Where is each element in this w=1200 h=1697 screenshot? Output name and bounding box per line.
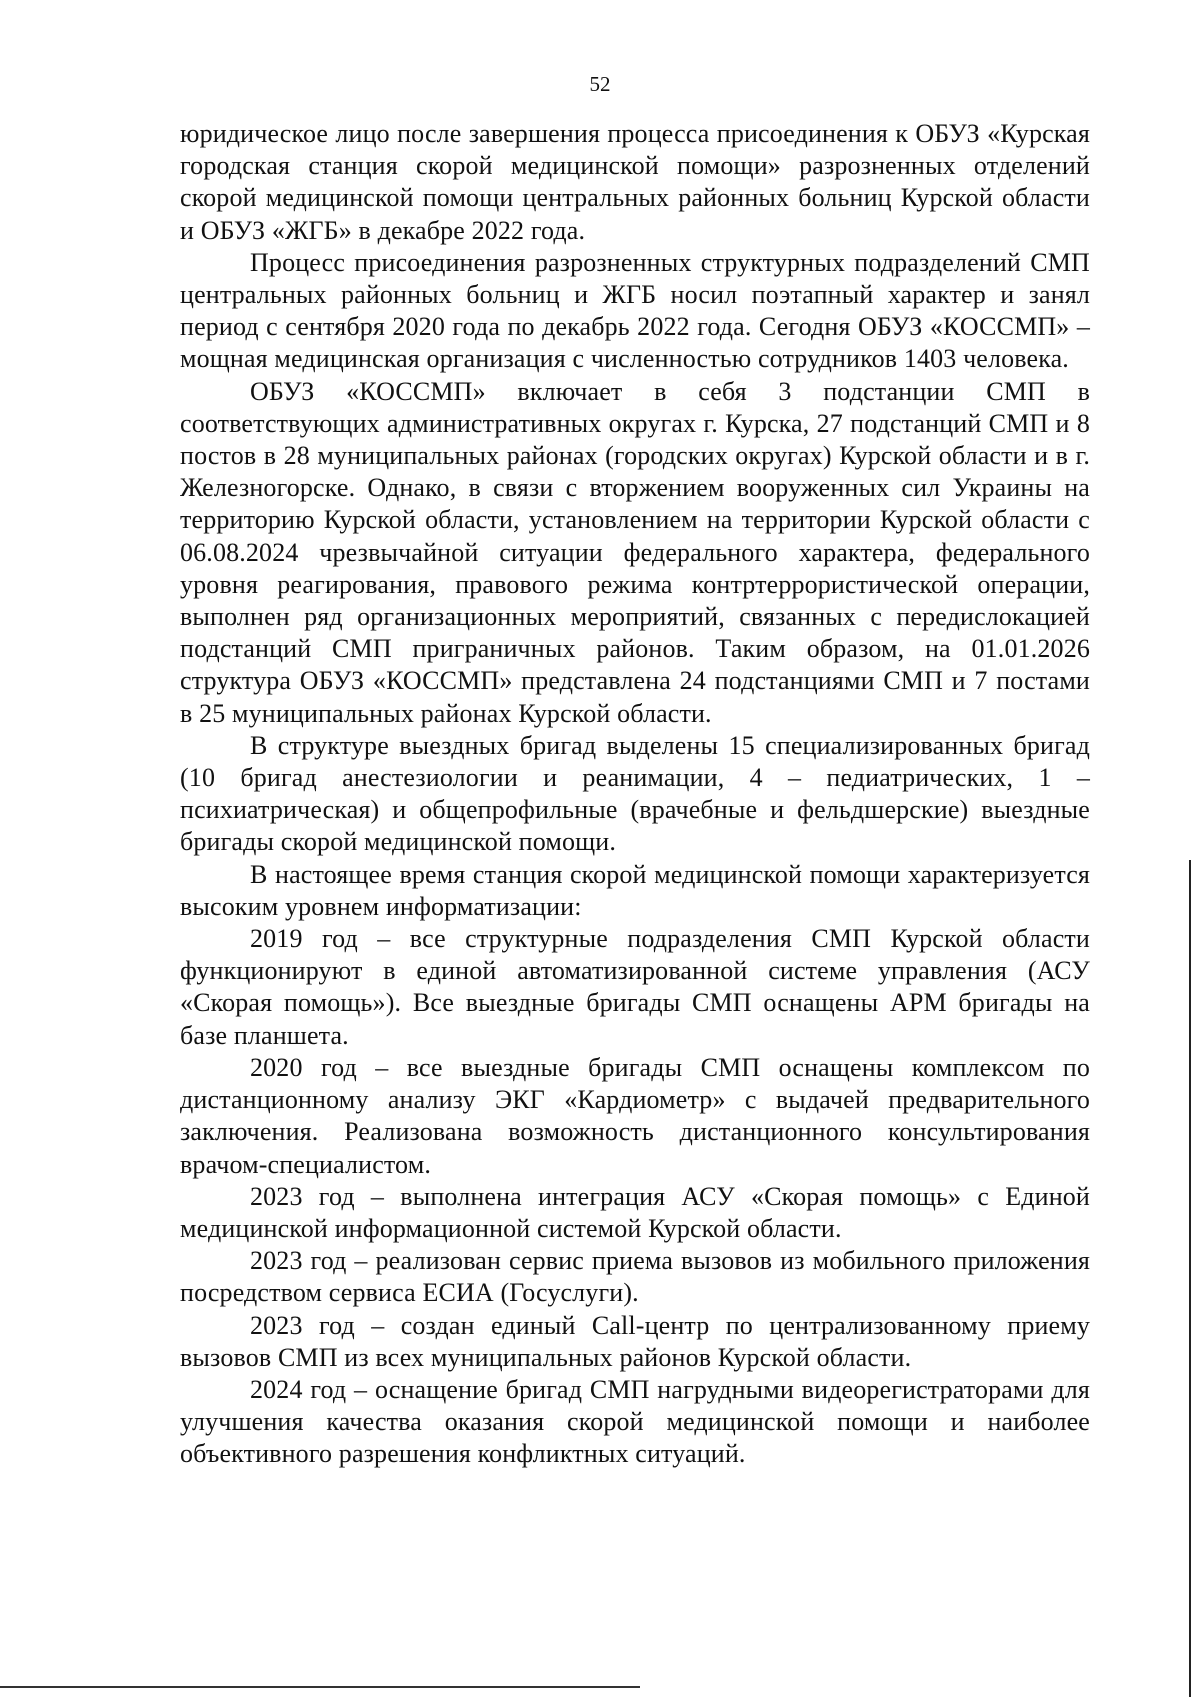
scan-edge-right bbox=[1189, 860, 1191, 1697]
page-body bbox=[180, 118, 1090, 1471]
paragraph-2024: 2024 год – оснащение бригад СМП нагрудными видеорегистраторами для улучшения качества оказания скорой медицинской помощи и наиболее объективного разрешения конфликтных ситуаций. bbox=[180, 1374, 1090, 1469]
paragraph-2020: 2020 год – все выездные бригады СМП оснащены комплексом по дистанционному анализу ЭКГ «Кардиометр» с выдачей предварительного заключения. Реализована возможность дистанционного консультирования врачом-специалистом. bbox=[180, 1052, 1090, 1179]
paragraph-2023-call-center: 2023 год – создан единый Call-центр по централизованному приему вызовов СМП из всех муниципальных районов Курской области. bbox=[180, 1310, 1090, 1372]
paragraph-merger-process: Процесс присоединения разрозненных структурных подразделений СМП центральных районных больниц и ЖГБ носил поэтапный характер и занял период с сентября 2020 года по декабрь 2022 года. Сегодня ОБУЗ «КОССМП» – мощная медицинская организация с численностью сотрудников 1403 человека. bbox=[180, 247, 1090, 374]
paragraph-2019: 2019 год – все структурные подразделения СМП Курской области функционируют в единой автоматизированной системе управления (АСУ «Скорая помощь»). Все выездные бригады СМП оснащены АРМ бригады на базе планшета. bbox=[180, 924, 1090, 1050]
paragraph-brigades: В структуре выездных бригад выделены 15 специализированных бригад (10 бригад анестезиологии и реанимации, 4 – педиатрических, 1 – психиатрическая) и общепрофильные (врачебные и фельдшерские) выездные бригады скорой медицинской помощи. bbox=[180, 730, 1090, 857]
paragraph-informatization: В настоящее время станция скорой медицинской помощи характеризуется высоким уровнем информатизации: bbox=[180, 859, 1090, 921]
scan-edge-bottom bbox=[0, 1686, 640, 1688]
paragraph-structure: ОБУЗ «КОССМП» включает в себя 3 подстанции СМП в соответствующих административных округах г. Курска, 27 подстанций СМП и 8 постов в 28 муниципальных районах (городских округах) Курской области и в г. Железногорске. Однако, в связи с вторжением вооруженных сил Украины на территорию Курской области, установлением на территории Курской области с 06.08.2024 чрезвычайной ситуации федерального характера, федерального уровня реагирования, правового режима контртеррористической операции, выполнен ряд организационных мероприятий, связанных с передислокацией подстанций СМП приграничных районов. Таким образом, на 01.01.2026 структура ОБУЗ «КОССМП» представлена 24 подстанциями СМП и 7 постами в 25 муниципальных районах Курской области. bbox=[180, 376, 1090, 728]
paragraph-continuation: юридическое лицо после завершения процесса присоединения к ОБУЗ «Курская городская станция скорой медицинской помощи» разрозненных отделений скорой медицинской помощи центральных районных больниц Курской области и ОБУЗ «ЖГБ» в декабре 2022 года. bbox=[180, 119, 1090, 245]
paragraph-2023-integration: 2023 год – выполнена интеграция АСУ «Скорая помощь» с Единой медицинской информационной системой Курской области. bbox=[180, 1181, 1090, 1243]
page-number: 52 bbox=[589, 72, 611, 96]
paragraph-2023-esia: 2023 год – реализован сервис приема вызовов из мобильного приложения посредством сервиса ЕСИА (Госуслуги). bbox=[180, 1246, 1090, 1308]
